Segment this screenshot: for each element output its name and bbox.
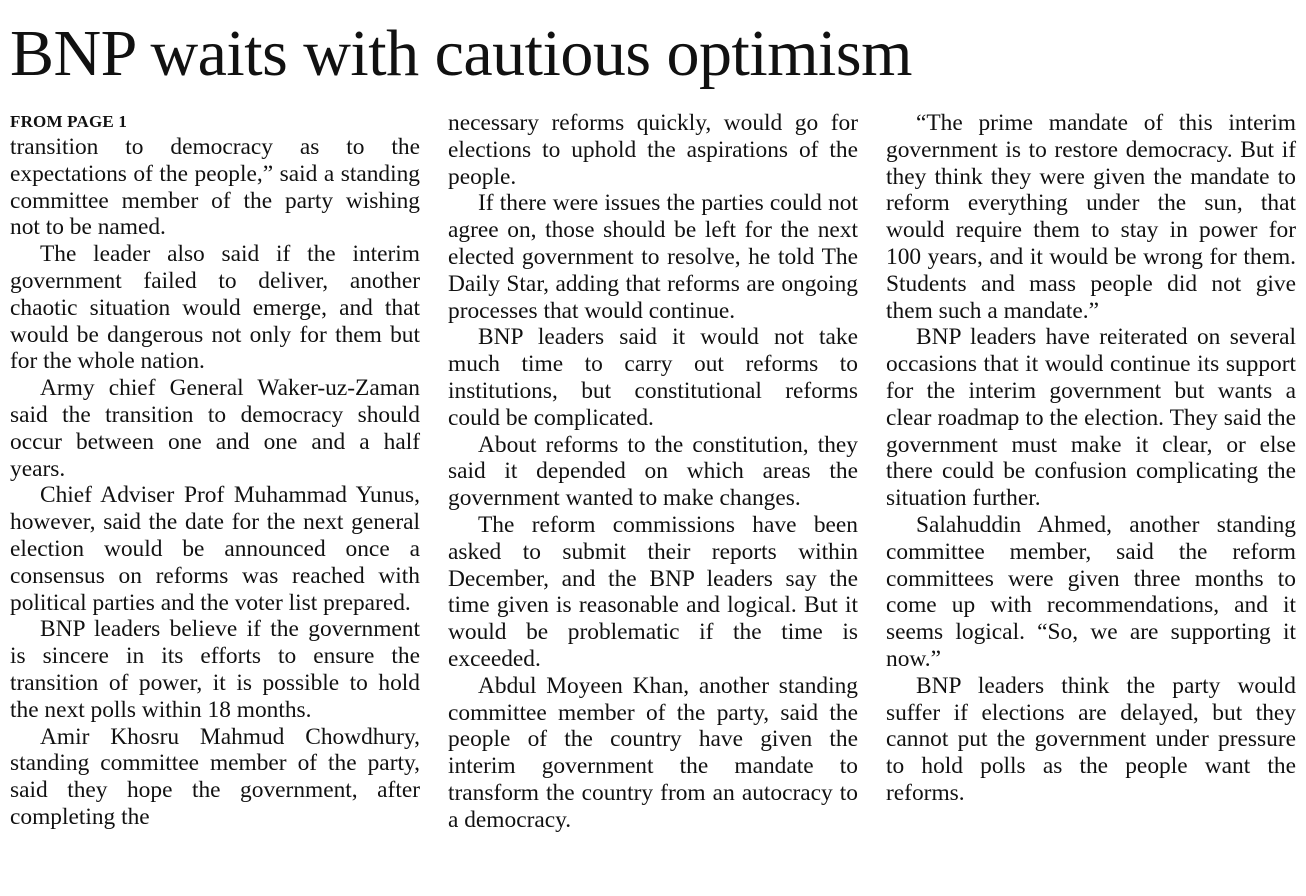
dateline: FROM PAGE 1 — [10, 112, 128, 131]
article-column-1 — [10, 110, 420, 831]
article-column-2 — [448, 110, 858, 834]
paragraph: Chief Adviser Prof Muhammad Yunus, however, said the date for the next general election would be announced once a consensus on reforms was reached with political parties and the voter list prepared. — [10, 482, 420, 616]
paragraph: BNP leaders think the party would suffer if elections are delayed, but they cannot put the government under pressure to hold polls as the people want the reforms. — [886, 672, 1296, 806]
paragraph: BNP leaders said it would not take much time to carry out reforms to institutions, but constitutional reforms could be complicated. — [448, 324, 858, 431]
paragraph: Salahuddin Ahmed, another standing committee member, said the reform committees were given three months to come up with recommendations, and it seems logical. “So, we are supporting it now.” — [886, 511, 1296, 672]
paragraph: Abdul Moyeen Khan, another standing committee member of the party, said the people of the country have given the interim government the mandate to transform the country from an autocracy to a democracy. — [448, 672, 858, 833]
paragraph: transition to democracy as to the expectations of the people,” said a standing committee member of the party wishing not to be named. — [10, 134, 420, 241]
paragraph: BNP leaders have reiterated on several occasions that it would continue its support for the interim government but wants a clear roadmap to the election. They said the government must make it clear, or else there could be confusion complicating the situation further. — [886, 324, 1296, 512]
paragraph: necessary reforms quickly, would go for elections to uphold the aspirations of the people. — [448, 110, 858, 190]
paragraph: Army chief General Waker-uz-Zaman said the transition to democracy should occur between one and one and a half years. — [10, 375, 420, 482]
paragraph: The reform commissions have been asked to submit their reports within December, and the BNP leaders say the time given is reasonable and logical. But it would be problematic if the time is exceeded. — [448, 511, 858, 672]
headline: BNP waits with cautious optimism — [10, 17, 912, 90]
paragraph: BNP leaders believe if the government is sincere in its efforts to ensure the transition of power, it is possible to hold the next polls within 18 months. — [10, 616, 420, 723]
paragraph: About reforms to the constitution, they said it depended on which areas the government wanted to make changes. — [448, 431, 858, 512]
paragraph: Amir Khosru Mahmud Chowdhury, standing committee member of the party, said they hope the government, after completing the — [10, 723, 420, 830]
paragraph: If there were issues the parties could not agree on, those should be left for the next elected government to resolve, he told The Daily Star, adding that reforms are ongoing processes that would continue. — [448, 190, 858, 324]
article-column-3 — [886, 110, 1296, 807]
paragraph: “The prime mandate of this interim government is to restore democracy. But if they think they were given the mandate to reform everything under the sun, that would require them to stay in power for 100 years, and it would be wrong for them. Students and mass people did not give them such a mandate.” — [886, 110, 1296, 324]
paragraph: The leader also said if the interim government failed to deliver, another chaotic situation would emerge, and that would be dangerous not only for them but for the whole nation. — [10, 241, 420, 375]
